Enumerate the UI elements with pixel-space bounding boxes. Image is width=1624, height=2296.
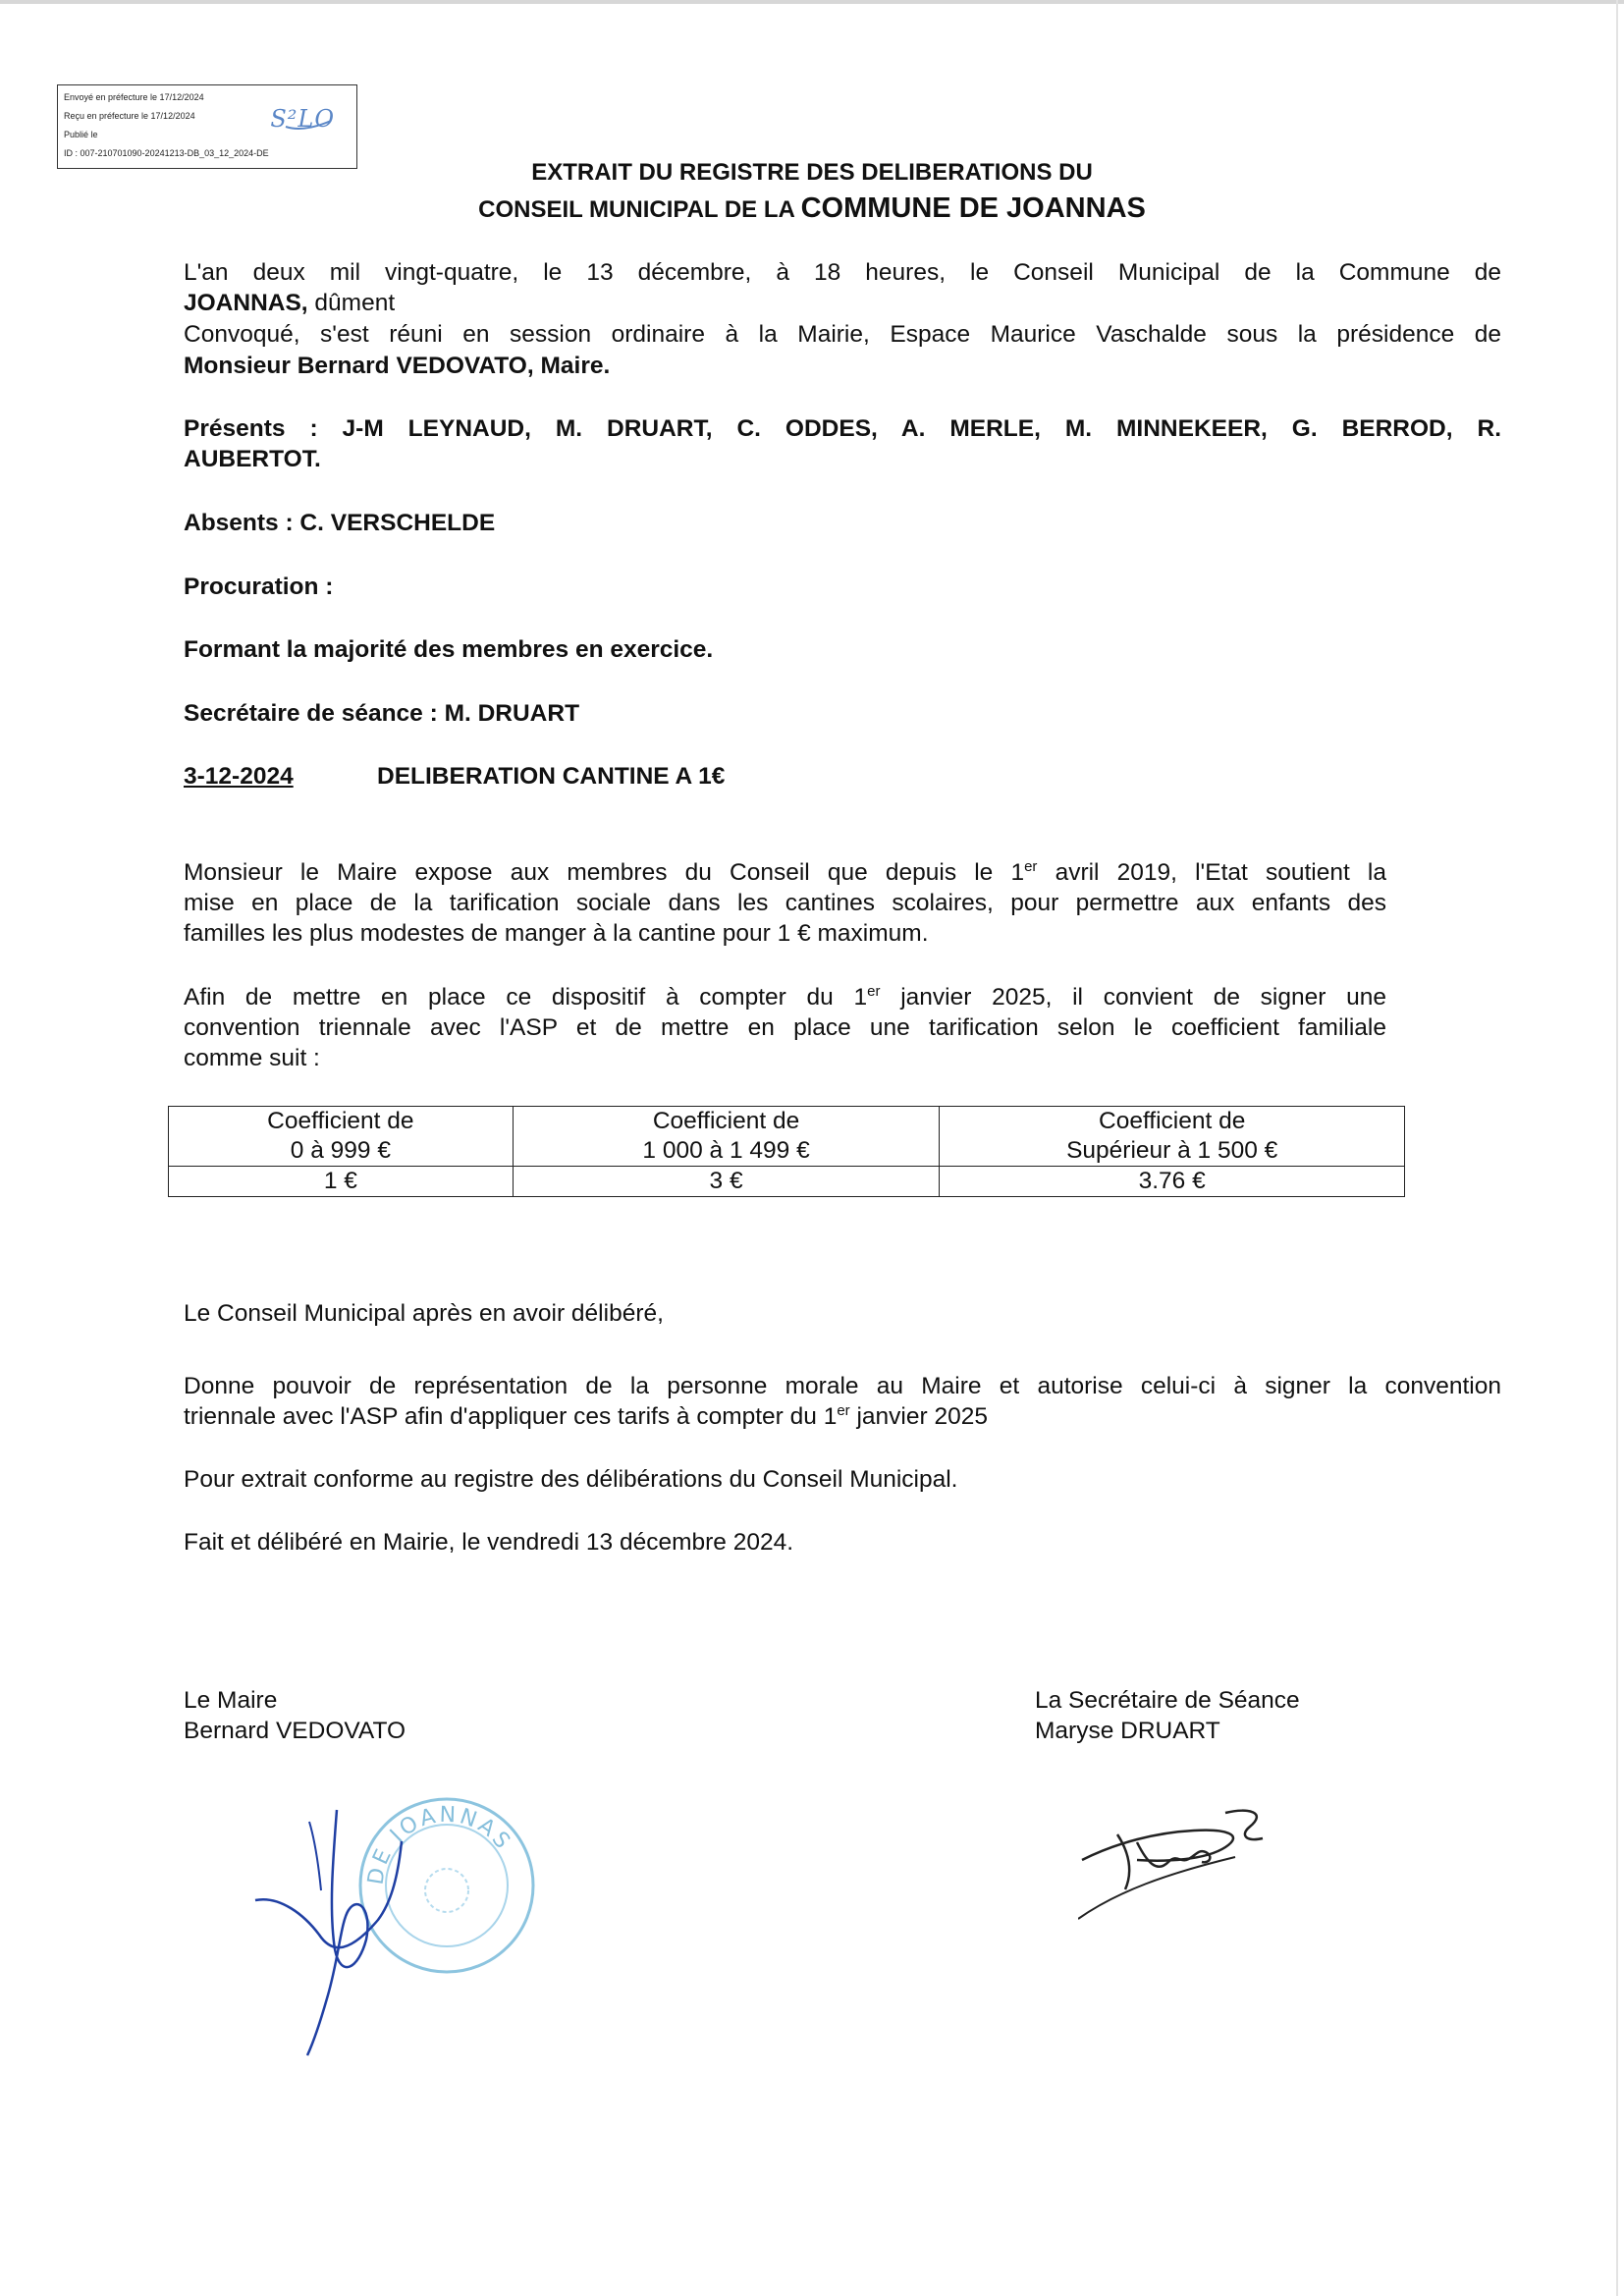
s2lo-logo: S²LO <box>270 105 335 133</box>
body-p1-text-b: avril 2019, l'Etat soutient la <box>1037 859 1386 886</box>
table-cell-price: 3 € <box>513 1167 940 1197</box>
table-cell-price: 1 € <box>169 1167 514 1197</box>
conclusion-p4: Fait et délibéré en Mairie, le vendredi 13 décembre 2024. <box>184 1529 794 1556</box>
seal-text: DE JOANNAS <box>363 1802 516 1886</box>
presents-line1: Présents : J-M LEYNAUD, M. DRUART, C. ODDES, A. MERLE, M. MINNEKEER, G. BERROD, R. <box>184 415 1501 442</box>
table-header-cell <box>940 1107 1405 1167</box>
body-p2-line1 <box>184 982 1386 1012</box>
procuration: Procuration : <box>184 574 334 600</box>
header-range: 1 000 à 1 499 € <box>642 1137 810 1164</box>
conclusion-p1: Le Conseil Municipal après en avoir délibéré, <box>184 1300 664 1327</box>
body-p1-text-a: Monsieur le Maire expose aux membres du Conseil que depuis le 1 <box>184 859 1025 886</box>
header-range: 0 à 999 € <box>290 1137 391 1164</box>
conclusion-p2-line1: Donne pouvoir de représentation de la personne morale au Maire et autorise celui-ci à signer la convention <box>184 1373 1501 1399</box>
intro-line1: L'an deux mil vingt-quatre, le 13 décembre, à 18 heures, le Conseil Municipal de la Commune de <box>184 259 1501 286</box>
conclusion-p2-text-b: janvier 2025 <box>849 1403 988 1430</box>
secretary-signature-icon <box>1078 1803 1284 1921</box>
commune-name: COMMUNE DE JOANNAS <box>800 192 1146 224</box>
mayor-signature-icon <box>250 1802 427 2057</box>
body-p2-line3: comme suit : <box>184 1045 320 1071</box>
body-p1-line2: mise en place de la tarification sociale dans les cantines scolaires, pour permettre aux enfants des <box>184 890 1386 916</box>
tariff-table <box>168 1106 1405 1197</box>
header-label: Coefficient de <box>1099 1108 1246 1134</box>
deliberation-title: DELIBERATION CANTINE A 1€ <box>377 763 726 790</box>
secretary-role: La Secrétaire de Séance <box>1035 1687 1300 1714</box>
intro-line3: Convoqué, s'est réuni en session ordinaire à la Mairie, Espace Maurice Vaschalde sous la présidence de <box>184 321 1501 348</box>
table-header-row <box>169 1107 1405 1167</box>
intro-line2 <box>184 288 1501 318</box>
table-cell-price: 3.76 € <box>940 1167 1405 1197</box>
table-header-cell <box>169 1107 514 1167</box>
body-p1-line1 <box>184 857 1386 888</box>
deliberation-heading <box>184 761 1501 792</box>
conclusion-p2-text-a: triennale avec l'ASP afin d'appliquer ces tarifs à compter du 1 <box>184 1403 838 1430</box>
intro-line2-rest: dûment <box>307 290 396 316</box>
intro-line4: Monsieur Bernard VEDOVATO, Maire. <box>184 353 611 379</box>
absents: Absents : C. VERSCHELDE <box>184 510 496 536</box>
stamp-sent: Envoyé en préfecture le 17/12/2024 <box>64 92 204 102</box>
stamp-id: ID : 007-210701090-20241213-DB_03_12_2024-DE <box>64 148 269 158</box>
prefecture-stamp <box>57 84 357 169</box>
header-label: Coefficient de <box>652 1108 800 1134</box>
body-p2-line2: convention triennale avec l'ASP et de mettre en place une tarification selon le coefficient familiale <box>184 1014 1386 1041</box>
scan-edge-right <box>1616 0 1618 2296</box>
s2lo-swoosh-icon <box>284 119 333 133</box>
table-row <box>169 1167 1405 1197</box>
title-prefix: CONSEIL MUNICIPAL DE LA <box>478 196 801 223</box>
deliberation-number: 3-12-2024 <box>184 763 294 790</box>
mayor-name: Bernard VEDOVATO <box>184 1718 406 1744</box>
table-header-cell <box>513 1107 940 1167</box>
stamp-published: Publié le <box>64 130 98 139</box>
commune-bold: JOANNAS, <box>184 290 308 316</box>
body-p1-line3: familles les plus modestes de manger à la cantine pour 1 € maximum. <box>184 920 929 947</box>
mayor-signature-block <box>184 1685 406 1746</box>
body-p2-text-a: Afin de mettre en place ce dispositif à compter du 1 <box>184 984 868 1011</box>
header-range: Supérieur à 1 500 € <box>1066 1137 1278 1164</box>
stamp-received: Reçu en préfecture le 17/12/2024 <box>64 111 195 121</box>
ordinal-sup: er <box>1024 857 1038 875</box>
quorum-statement: Formant la majorité des membres en exercice. <box>184 636 714 663</box>
secretary-name: Maryse DRUART <box>1035 1718 1220 1744</box>
conclusion-p2-line2 <box>184 1401 1501 1432</box>
header-label: Coefficient de <box>267 1108 414 1134</box>
ordinal-sup: er <box>837 1401 850 1419</box>
ordinal-sup: er <box>867 982 881 1000</box>
presents-line2: AUBERTOT. <box>184 446 321 472</box>
mayor-role: Le Maire <box>184 1687 278 1714</box>
body-p2-text-b: janvier 2025, il convient de signer une <box>880 984 1386 1011</box>
session-secretary: Secrétaire de séance : M. DRUART <box>184 700 580 727</box>
secretary-signature-block <box>1035 1685 1300 1746</box>
conclusion-p3: Pour extrait conforme au registre des délibérations du Conseil Municipal. <box>184 1466 958 1493</box>
scan-edge-top <box>0 0 1624 4</box>
document-title-line2 <box>0 192 1624 225</box>
document-title-line1: EXTRAIT DU REGISTRE DES DELIBERATIONS DU <box>531 159 1093 186</box>
